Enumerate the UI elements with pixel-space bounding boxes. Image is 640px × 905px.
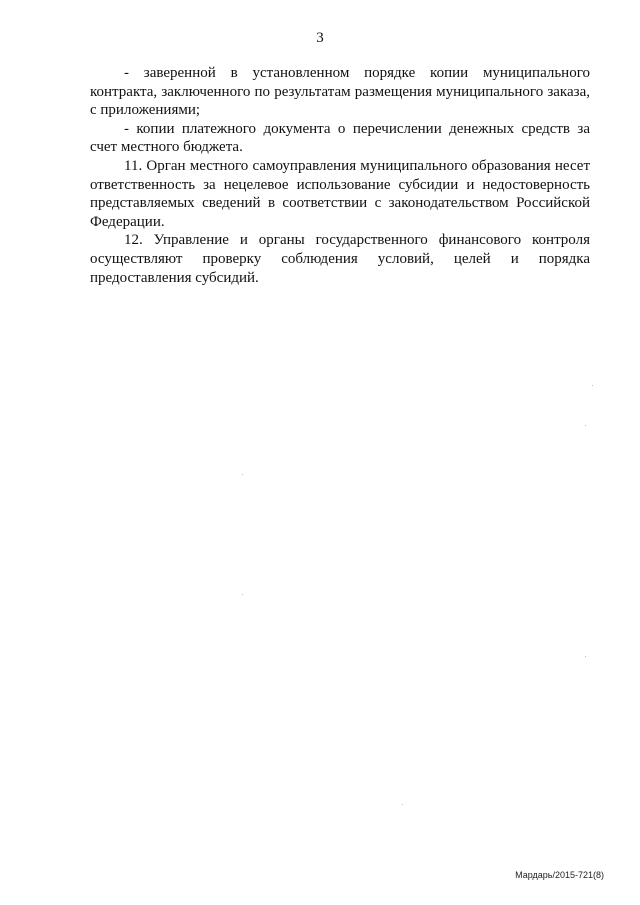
page-number: 3 <box>316 30 324 46</box>
document-body <box>90 64 590 287</box>
scan-speck <box>585 656 586 657</box>
scan-speck <box>585 425 586 426</box>
footer-code: Мардарь/2015-721(8) <box>515 870 604 880</box>
scan-speck <box>242 594 243 595</box>
paragraph-contract-copy: - заверенной в установленном порядке копии муниципального контракта, заключенного по результатам размещения муниципального заказа, с приложениями; <box>90 65 590 119</box>
paragraph-payment-copy: - копии платежного документа о перечислении денежных средств за счет местного бюджета. <box>90 120 590 156</box>
scan-speck <box>592 385 593 386</box>
scan-speck <box>402 804 403 805</box>
paragraph-item-11: 11. Орган местного самоуправления муниципального образования несет ответственность за нецелевое использование субсидии и недостоверность представляемых сведений в соответствии с законодательством Российской Федерации. <box>90 157 590 230</box>
paragraph-item-12: 12. Управление и органы государственного финансового контроля осуществляют проверку соблюдения условий, целей и порядка предоставления субсидий. <box>90 232 590 286</box>
scan-speck <box>242 474 243 475</box>
